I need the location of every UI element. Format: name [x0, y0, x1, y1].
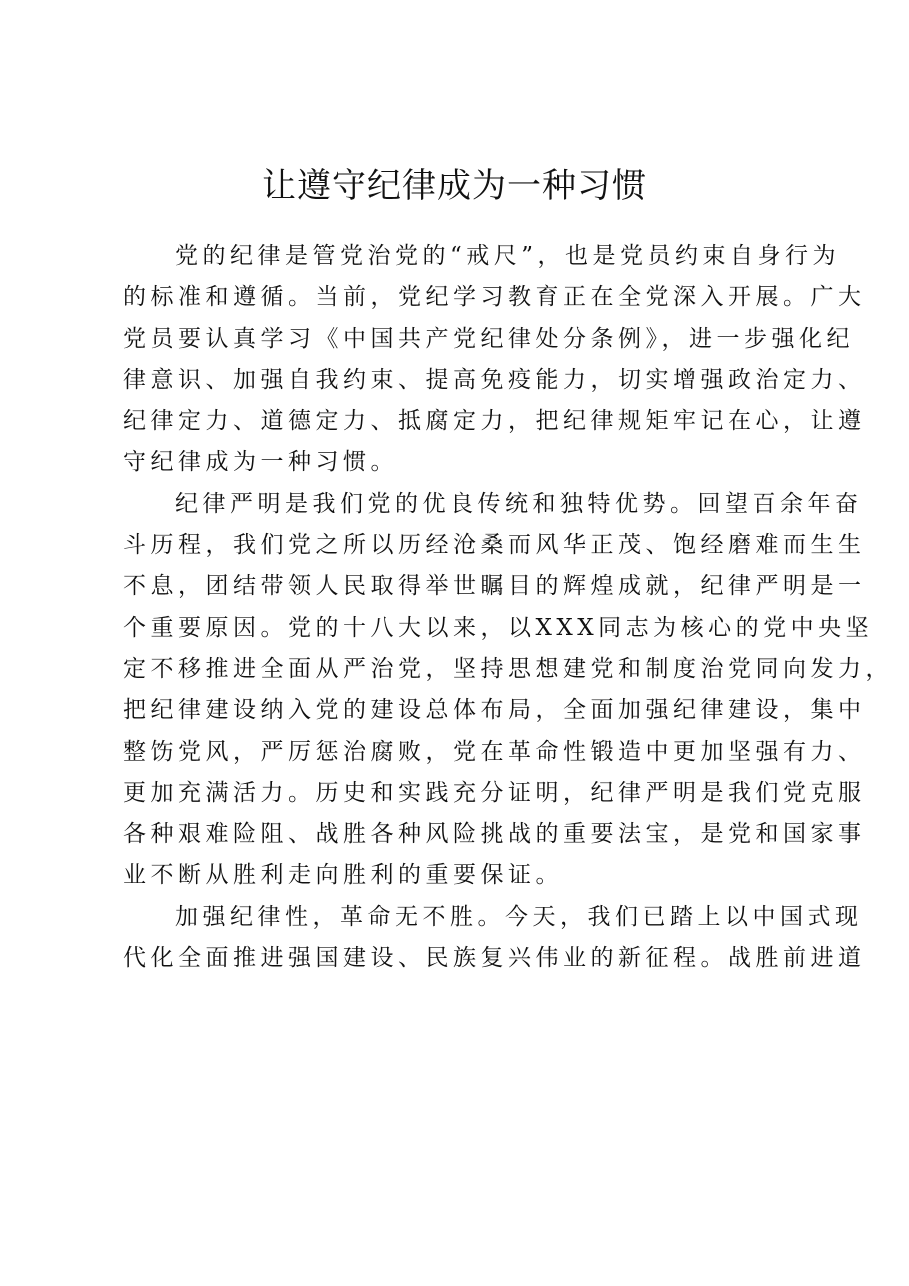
paragraph-line: 整饬党风，严厉惩治腐败，党在革命性锻造中更加坚强有力、: [123, 738, 866, 765]
paragraph-line: 纪律定力、道德定力、抵腐定力，把纪律规矩牢记在心，让遵: [123, 408, 866, 435]
paragraph-line: 不息，团结带领人民取得举世瞩目的辉煌成就，纪律严明是一: [123, 573, 866, 600]
paragraph-line: 各种艰难险阻、战胜各种风险挑战的重要法宝，是党和国家事: [123, 821, 866, 848]
paragraph-line: 党员要认真学习《中国共产党纪律处分条例》，进一步强化纪: [123, 325, 854, 352]
paragraph-line: 纪律严明是我们党的优良传统和独特优势。回望百余年奋: [175, 490, 863, 517]
paragraph-line: 更加充满活力。历史和实践充分证明，纪律严明是我们党克服: [123, 779, 866, 806]
paragraph-line: 把纪律建设纳入党的建设总体布局，全面加强纪律建设，集中: [123, 697, 866, 724]
paragraph-line: 党的纪律是管党治党的“戒尺”，也是党员约束自身行为: [175, 243, 841, 269]
paragraph-line: 斗历程，我们党之所以历经沧桑而风华正茂、饱经磨难而生生: [123, 532, 866, 559]
paragraph-line: 守纪律成为一种习惯。: [123, 449, 398, 476]
paragraph-line: 加强纪律性，革命无不胜。今天，我们已踏上以中国式现: [175, 903, 863, 930]
paragraph-line: 个重要原因。党的十八大以来，以XXX同志为核心的党中央坚: [123, 614, 874, 641]
document-title: 让遵守纪律成为一种习惯: [262, 166, 647, 206]
document-body: [123, 236, 893, 979]
paragraph-line: 的标准和遵循。当前，党纪学习教育正在全党深入开展。广大: [123, 284, 866, 311]
paragraph-line: 代化全面推进强国建设、民族复兴伟业的新征程。战胜前进道: [123, 945, 866, 972]
paragraph-line: 律意识、加强自我约束、提高免疫能力，切实增强政治定力、: [123, 366, 866, 393]
paragraph-line: 业不断从胜利走向胜利的重要保证。: [123, 862, 563, 889]
paragraph-line: 定不移推进全面从严治党，坚持思想建党和制度治党同向发力，: [123, 655, 893, 682]
